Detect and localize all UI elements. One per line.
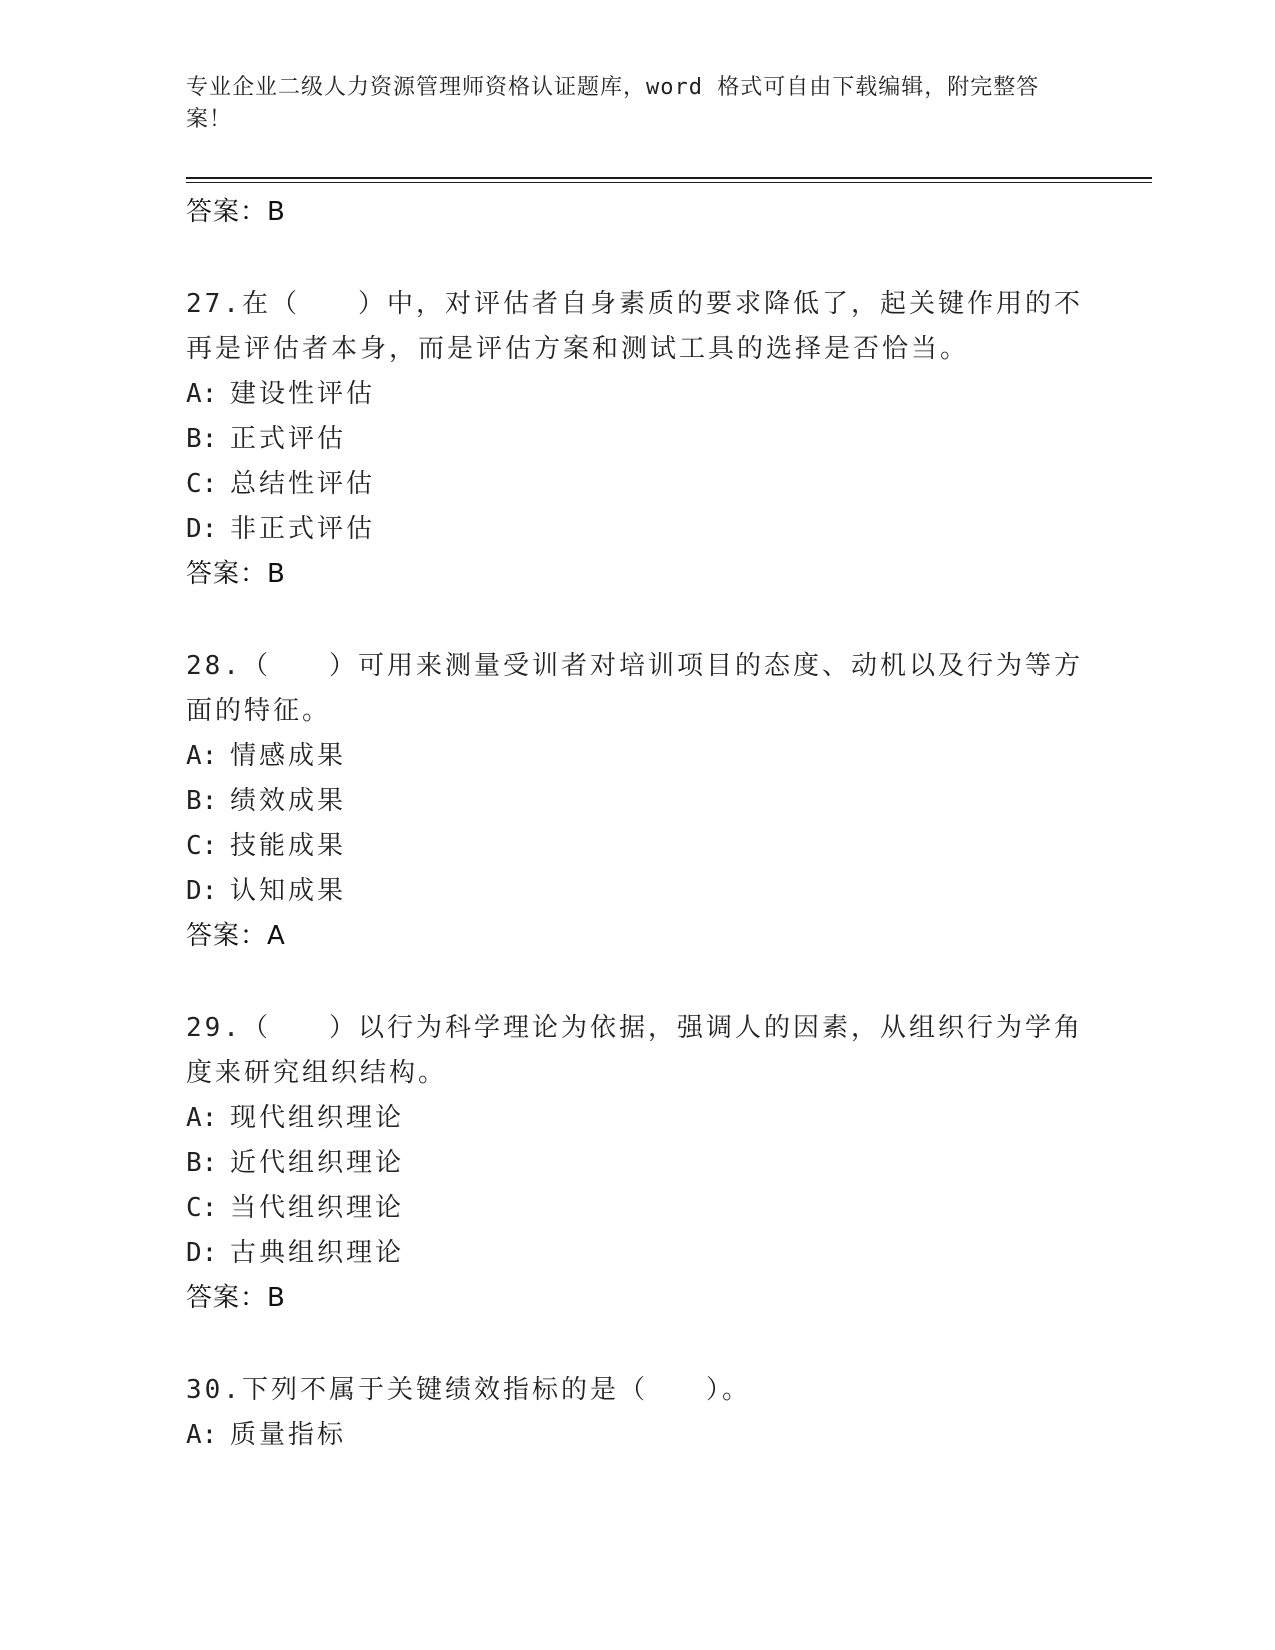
option-a xyxy=(186,372,1086,417)
option-label: C: xyxy=(186,469,218,499)
question-text: 29.（ ）以行为科学理论为依据，强调人的因素，从组织行为学角度来研究组织结构。 xyxy=(186,1013,1083,1088)
option-a xyxy=(186,1413,1086,1458)
option-label: D: xyxy=(186,514,218,544)
option-label: A: xyxy=(186,379,218,409)
header-rule-thin xyxy=(186,182,1152,183)
option-text: 当代组织理论 xyxy=(230,1193,405,1223)
spacer xyxy=(186,958,1086,1006)
option-label: A: xyxy=(186,1103,218,1133)
option-label: B: xyxy=(186,424,218,454)
option-c xyxy=(186,462,1086,507)
answer-line: 答案：B xyxy=(186,1283,286,1313)
option-text: 正式评估 xyxy=(230,424,347,454)
option-d xyxy=(186,1231,1086,1276)
option-text: 认知成果 xyxy=(230,876,347,906)
question-text: 28.（ ）可用来测量受训者对培训项目的态度、动机以及行为等方面的特征。 xyxy=(186,651,1083,726)
option-b xyxy=(186,417,1086,462)
option-label: B: xyxy=(186,1148,218,1178)
option-text: 建设性评估 xyxy=(230,379,376,409)
option-text: 古典组织理论 xyxy=(230,1238,405,1268)
option-label: C: xyxy=(186,831,218,861)
option-text: 非正式评估 xyxy=(230,514,376,544)
header-rule-thick xyxy=(186,177,1152,179)
option-text: 质量指标 xyxy=(230,1420,347,1450)
spacer xyxy=(186,596,1086,644)
answer-line: 答案：B xyxy=(186,197,286,227)
option-b xyxy=(186,1141,1086,1186)
question-28 xyxy=(186,644,1086,958)
option-label: D: xyxy=(186,1238,218,1268)
option-c xyxy=(186,824,1086,869)
option-label: D: xyxy=(186,876,218,906)
option-text: 总结性评估 xyxy=(230,469,376,499)
question-29 xyxy=(186,1006,1086,1320)
question-30 xyxy=(186,1368,1086,1458)
spacer xyxy=(186,1320,1086,1368)
document-header: 专业企业二级人力资源管理师资格认证题库，word 格式可自由下载编辑，附完整答案！ xyxy=(186,75,1040,132)
option-text: 现代组织理论 xyxy=(230,1103,405,1133)
spacer xyxy=(186,234,1086,282)
option-text: 近代组织理论 xyxy=(230,1148,405,1178)
option-label: A: xyxy=(186,1420,218,1450)
question-27 xyxy=(186,282,1086,596)
option-d xyxy=(186,869,1086,914)
option-c xyxy=(186,1186,1086,1231)
answer-line: 答案：B xyxy=(186,559,286,589)
question-text: 27.在（ ）中，对评估者自身素质的要求降低了，起关键作用的不再是评估者本身，而是评估方案和测试工具的选择是否恰当。 xyxy=(186,289,1083,364)
option-label: B: xyxy=(186,786,218,816)
option-text: 绩效成果 xyxy=(230,786,347,816)
option-b xyxy=(186,779,1086,824)
option-d xyxy=(186,507,1086,552)
question-text: 30.下列不属于关键绩效指标的是（ ）。 xyxy=(186,1375,751,1405)
option-text: 技能成果 xyxy=(230,831,347,861)
option-a xyxy=(186,734,1086,779)
option-label: C: xyxy=(186,1193,218,1223)
option-text: 情感成果 xyxy=(230,741,347,771)
option-label: A: xyxy=(186,741,218,771)
question-content xyxy=(186,190,1086,1458)
option-a xyxy=(186,1096,1086,1141)
answer-line: 答案：A xyxy=(186,921,286,951)
